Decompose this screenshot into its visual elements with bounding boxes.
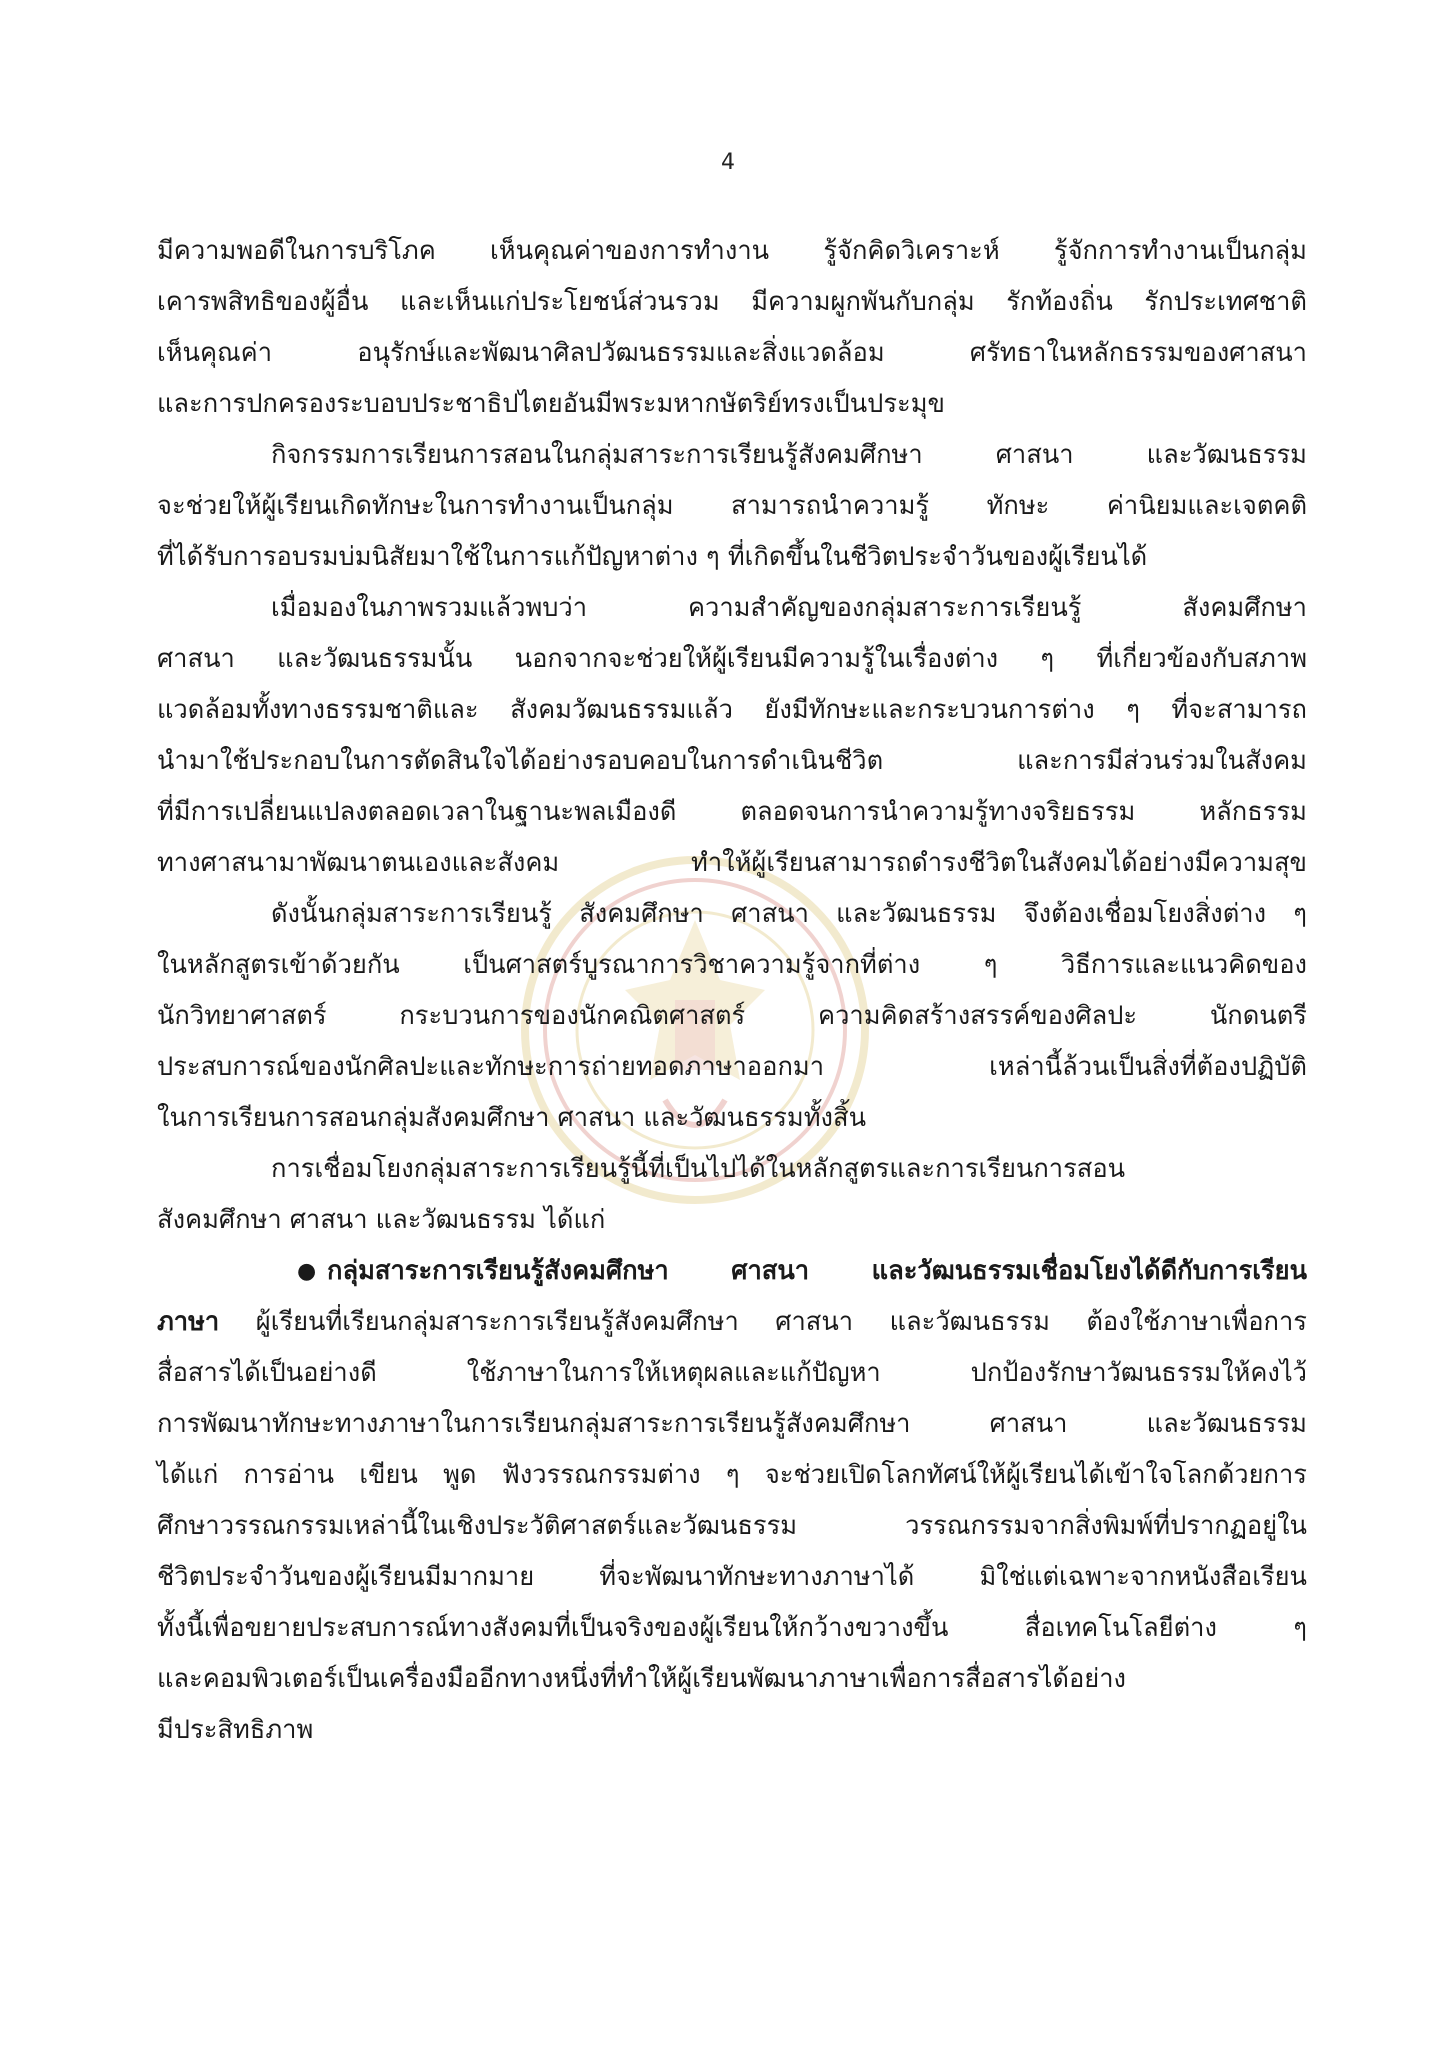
text-line: สังคมศึกษา ศาสนา และวัฒนธรรม ได้แก่ — [157, 1205, 606, 1235]
text-line: ในหลักสูตรเข้าด้วยกัน เป็นศาสตร์บูรณาการวิชาความรู้จากที่ต่าง ๆ วิธีการและแนวคิดของ — [157, 950, 1307, 980]
text-line: และคอมพิวเตอร์เป็นเครื่องมืออีกทางหนึ่งที่ทำให้ผู้เรียนพัฒนาภาษาเพื่อการสื่อสารได้อย่าง — [157, 1664, 1127, 1694]
text-line: เห็นคุณค่า อนุรักษ์และพัฒนาศิลปวัฒนธรรมและสิ่งแวดล้อม ศรัทธาในหลักธรรมของศาสนา — [157, 338, 1307, 368]
text-line: ศาสนา และวัฒนธรรมนั้น นอกจากจะช่วยให้ผู้เรียนมีความรู้ในเรื่องต่าง ๆ ที่เกี่ยวข้องกับสภาพ — [157, 644, 1307, 674]
body-text — [157, 226, 1307, 1756]
page-number: 4 — [721, 150, 735, 175]
text-line: ทั้งนี้เพื่อขยายประสบการณ์ทางสังคมที่เป็นจริงของผู้เรียนให้กว้างขวางขึ้น สื่อเทคโนโลยีต่าง ๆ — [157, 1613, 1307, 1643]
text-line — [157, 1297, 1307, 1348]
text-line: ในการเรียนการสอนกลุ่มสังคมศึกษา ศาสนา และวัฒนธรรมทั้งสิ้น — [157, 1103, 866, 1133]
bullet-heading: กลุ่มสาระการเรียนรู้สังคมศึกษา ศาสนา และวัฒนธรรมเชื่อมโยงได้ดีกับการเรียน — [327, 1256, 1307, 1286]
text-line: นำมาใช้ประกอบในการตัดสินใจได้อย่างรอบคอบในการดำเนินชีวิต และการมีส่วนร่วมในสังคม — [157, 746, 1307, 776]
text-line: ศึกษาวรรณกรรมเหล่านี้ในเชิงประวัติศาสตร์และวัฒนธรรม วรรณกรรมจากสิ่งพิมพ์ที่ปรากฏอยู่ใน — [157, 1511, 1307, 1541]
text-line: มีประสิทธิภาพ — [157, 1715, 314, 1745]
text-line: ทางศาสนามาพัฒนาตนเองและสังคม ทำให้ผู้เรียนสามารถดำรงชีวิตในสังคมได้อย่างมีความสุข — [157, 848, 1307, 878]
paragraph-first-line: กิจกรรมการเรียนการสอนในกลุ่มสาระการเรียนรู้สังคมศึกษา ศาสนา และวัฒนธรรม — [271, 440, 1307, 470]
text-line: การพัฒนาทักษะทางภาษาในการเรียนกลุ่มสาระการเรียนรู้สังคมศึกษา ศาสนา และวัฒนธรรม — [157, 1409, 1307, 1439]
bullet-heading-continuation: ภาษา — [157, 1307, 220, 1337]
text-line: ที่ได้รับการอบรมบ่มนิสัยมาใช้ในการแก้ปัญหาต่าง ๆ ที่เกิดขึ้นในชีวิตประจำวันของผู้เรียนได้ — [157, 542, 1148, 572]
text-line: ที่มีการเปลี่ยนแปลงตลอดเวลาในฐานะพลเมืองดี ตลอดจนการนำความรู้ทางจริยธรรม หลักธรรม — [157, 797, 1307, 827]
bullet-item — [157, 1246, 1307, 1297]
bullet-marker: ● — [297, 1259, 317, 1284]
paragraph-first-line: เมื่อมองในภาพรวมแล้วพบว่า ความสำคัญของกลุ่มสาระการเรียนรู้ สังคมศึกษา — [271, 593, 1307, 623]
bullet-body-start: ผู้เรียนที่เรียนกลุ่มสาระการเรียนรู้สังคมศึกษา ศาสนา และวัฒนธรรม ต้องใช้ภาษาเพื่อการ — [219, 1307, 1307, 1337]
text-line: มีความพอดีในการบริโภค เห็นคุณค่าของการทำงาน รู้จักคิดวิเคราะห์ รู้จักการทำงานเป็นกลุ่ม — [157, 236, 1307, 266]
text-line: และการปกครองระบอบประชาธิปไตยอันมีพระมหากษัตริย์ทรงเป็นประมุข — [157, 389, 945, 419]
text-line: ชีวิตประจำวันของผู้เรียนมีมากมาย ที่จะพัฒนาทักษะทางภาษาได้ มิใช่แต่เฉพาะจากหนังสือเรียน — [157, 1562, 1307, 1592]
paragraph-first-line: การเชื่อมโยงกลุ่มสาระการเรียนรู้นี้ที่เป็นไปได้ในหลักสูตรและการเรียนการสอน — [271, 1154, 1126, 1184]
text-line: สื่อสารได้เป็นอย่างดี ใช้ภาษาในการให้เหตุผลและแก้ปัญหา ปกป้องรักษาวัฒนธรรมให้คงไว้ — [157, 1358, 1307, 1388]
text-line: ได้แก่ การอ่าน เขียน พูด ฟังวรรณกรรมต่าง ๆ จะช่วยเปิดโลกทัศน์ให้ผู้เรียนได้เข้าใจโลกด้วยการ — [157, 1460, 1307, 1490]
text-line: แวดล้อมทั้งทางธรรมชาติและ สังคมวัฒนธรรมแล้ว ยังมีทักษะและกระบวนการต่าง ๆ ที่จะสามารถ — [157, 695, 1307, 725]
text-line: ประสบการณ์ของนักศิลปะและทักษะการถ่ายทอดภาษาออกมา เหล่านี้ล้วนเป็นสิ่งที่ต้องปฏิบัติ — [157, 1052, 1307, 1082]
text-line: นักวิทยาศาสตร์ กระบวนการของนักคณิตศาสตร์ ความคิดสร้างสรรค์ของศิลปะ นักดนตรี — [157, 1001, 1307, 1031]
text-line: เคารพสิทธิของผู้อื่น และเห็นแก่ประโยชน์ส่วนรวม มีความผูกพันกับกลุ่ม รักท้องถิ่น รักประเทศชาติ — [157, 287, 1307, 317]
text-line: จะช่วยให้ผู้เรียนเกิดทักษะในการทำงานเป็นกลุ่ม สามารถนำความรู้ ทักษะ ค่านิยมและเจตคติ — [157, 491, 1307, 521]
paragraph-first-line: ดังนั้นกลุ่มสาระการเรียนรู้ สังคมศึกษา ศาสนา และวัฒนธรรม จึงต้องเชื่อมโยงสิ่งต่าง ๆ — [271, 899, 1307, 929]
